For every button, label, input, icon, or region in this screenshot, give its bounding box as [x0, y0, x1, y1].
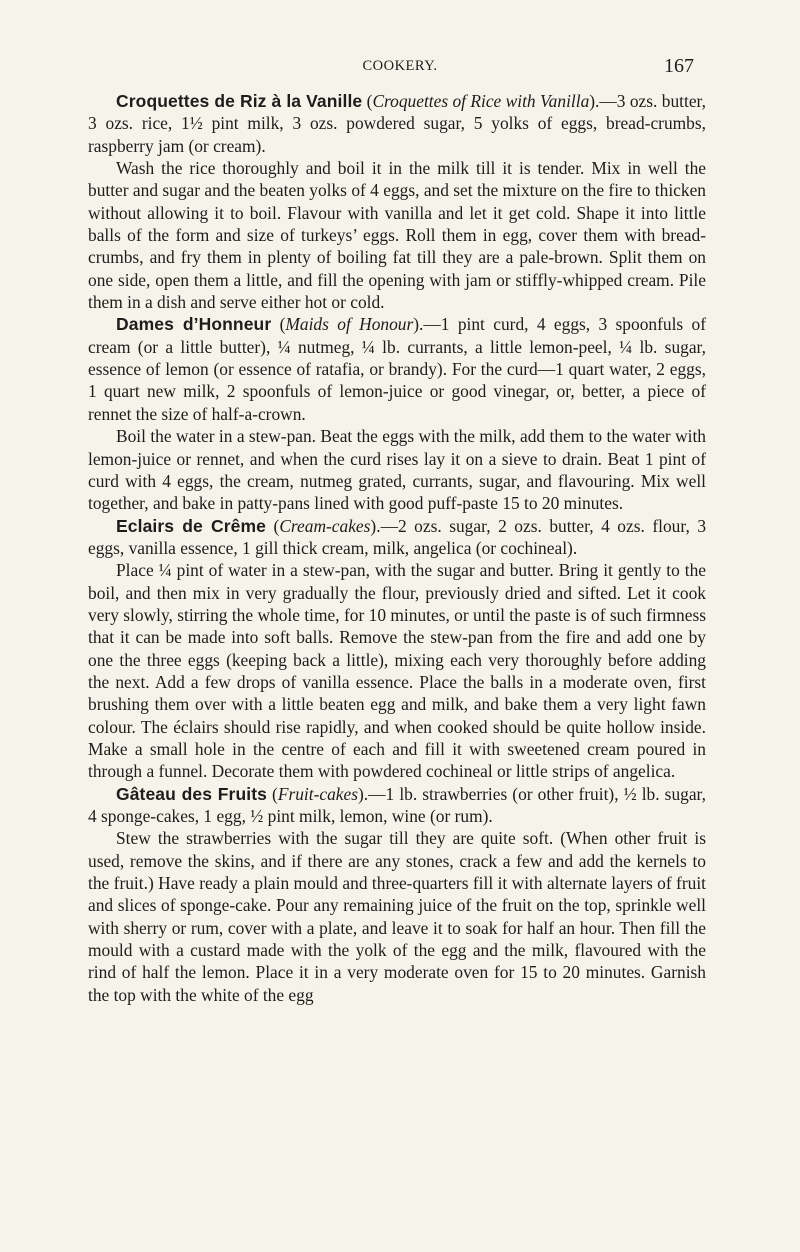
recipe-title: Croquettes de Riz à la Vanille: [116, 91, 363, 111]
recipe-title: Gâteau des Fruits: [116, 783, 267, 804]
page-number: 167: [664, 55, 694, 77]
recipe-title: Dames d’Honneur: [116, 314, 272, 335]
recipe-subtitle: Cream-cakes: [279, 515, 371, 536]
recipe-method: Place ¼ pint of water in a stew-pan, with the sugar and butter. Bring it gently to the boil, and then mix in very gradually the flour, previously dried and sifted. Let it cook very slowly, stirring the whole time, for 10 minutes, or until the paste is of such firmness that it can be made into soft balls. Remove the stew-pan from the fire and add one by one the three eggs (keeping back a little), mixing each very thoroughly before adding the next. Add a few drops of vanilla essence. Place the balls in a moderate oven, first brushing them over with a little beaten egg and milk, and bake them a very light fawn colour. The éclairs should rise rapidly, and when cooked should be quite hollow inside. Make a small hole in the centre of each and fill it with sweetened cream poured in through a funnel. Decorate them with powdered cochineal or little strips of angelica.: [88, 560, 706, 782]
recipe-entry: Gâteau des Fruits (Fruit-cakes).—1 lb. strawberries (or other fruit), ½ lb. sugar, 4 sponge-cakes, 1 egg, ½ pint milk, lemon, wine (or rum).: [88, 783, 706, 826]
recipe-title: Eclairs de Crême: [116, 515, 266, 536]
recipe-method: Boil the water in a stew-pan. Beat the eggs with the milk, add them to the water with lemon-juice or rennet, and when the curd rises lay it on a sieve to drain. Beat 1 pint of curd with 4 eggs, the cream, nutmeg grated, currants, sugar, and flavouring. Mix well together, and bake in patty-pans lined with good puff-paste 15 to 20 minutes.: [88, 426, 706, 514]
recipe-entry: Croquettes de Riz à la Vanille (Croquettes of Rice with Vanilla).—3 ozs. butter, 3 ozs. rice, 1½ pint milk, 3 ozs. powdered sugar, 5 yolks of eggs, bread-crumbs, raspberry jam (or cream).: [88, 91, 706, 156]
recipe-subtitle: Maids of Honour: [285, 314, 414, 335]
recipe-method: Wash the rice thoroughly and boil it in the milk till it is tender. Mix in well the butter and sugar and the beaten yolks of 4 eggs, and set the mixture on the fire to thicken without allowing it to boil. Flavour with vanilla and let it get cold. Shape it into little balls of the form and size of turkeys’ eggs. Roll them in egg, cover them with bread-crumbs, and fry them in plenty of boiling fat till they are a pale-brown. Split them on one side, open them a little, and fill the opening with jam or stiffly-whipped cream. Pile them in a dish and serve either hot or cold.: [88, 158, 706, 313]
recipe-entry: Eclairs de Crême (Cream-cakes).—2 ozs. sugar, 2 ozs. butter, 4 ozs. flour, 3 eggs, vanilla essence, 1 gill thick cream, milk, angelica (or cochineal).: [88, 515, 707, 558]
recipe-entry: Dames d’Honneur (Maids of Honour).—1 pint curd, 4 eggs, 3 spoonfuls of cream (or a little butter), ¼ nutmeg, ¼ lb. currants, a little lemon-peel, ¼ lb. sugar, essence of lemon (or essence of ratafia, or brandy). For the curd—1 quart water, 2 eggs, 1 quart new milk, 2 spoonfuls of lemon-juice or good vinegar, or, better, a piece of rennet the size of half-a-crown.: [88, 314, 707, 424]
recipe-method: Stew the strawberries with the sugar till they are quite soft. (When other fruit is used, remove the skins, and if there are any stones, crack a few and add the kernels to the fruit.) Have ready a plain mould and three-quarters fill it with alternate layers of fruit and slices of sponge-cake. Pour any remaining juice of the fruit on the top, sprinkle well with sherry or rum, cover with a plate, and leave it to soak for half an hour. Then fill the mould with a custard made with the yolk of the egg and the milk, flavoured with the rind of half the lemon. Place it in a very moderate oven for 15 to 20 minutes. Garnish the top with the white of the egg: [88, 828, 706, 1005]
recipe-subtitle: Fruit-cakes: [277, 783, 359, 804]
recipe-ingredients: —3 ozs. butter, 3 ozs. rice, 1½ pint milk, 3 ozs. powdered sugar, 5 yolks of eggs, bread-crumbs, raspberry jam (or cream).: [88, 91, 706, 156]
recipe-subtitle: Croquettes of Rice with Vanilla: [372, 91, 590, 111]
recipe-ingredients: —1 lb. strawberries (or other fruit), ½ lb. sugar, 4 sponge-cakes, 1 egg, ½ pint milk, lemon, wine (or rum).: [88, 783, 706, 826]
running-head: COOKERY.: [362, 58, 438, 74]
recipe-ingredients: —2 ozs. sugar, 2 ozs. butter, 4 ozs. flour, 3 eggs, vanilla essence, 1 gill thick cream, milk, angelica (or cochineal).: [88, 515, 707, 558]
recipe-text: [88, 90, 706, 1006]
recipe-ingredients: —1 pint curd, 4 eggs, 3 spoonfuls of cream (or a little butter), ¼ nutmeg, ¼ lb. currants, a little lemon-peel, ¼ lb. sugar, essence of lemon (or essence of ratafia, or brandy). For the curd—1 quart water, 2 eggs, 1 quart new milk, 2 spoonfuls of lemon-juice or good vinegar, or, better, a piece of rennet the size of half-a-crown.: [88, 314, 707, 424]
page-header: [0, 55, 800, 80]
